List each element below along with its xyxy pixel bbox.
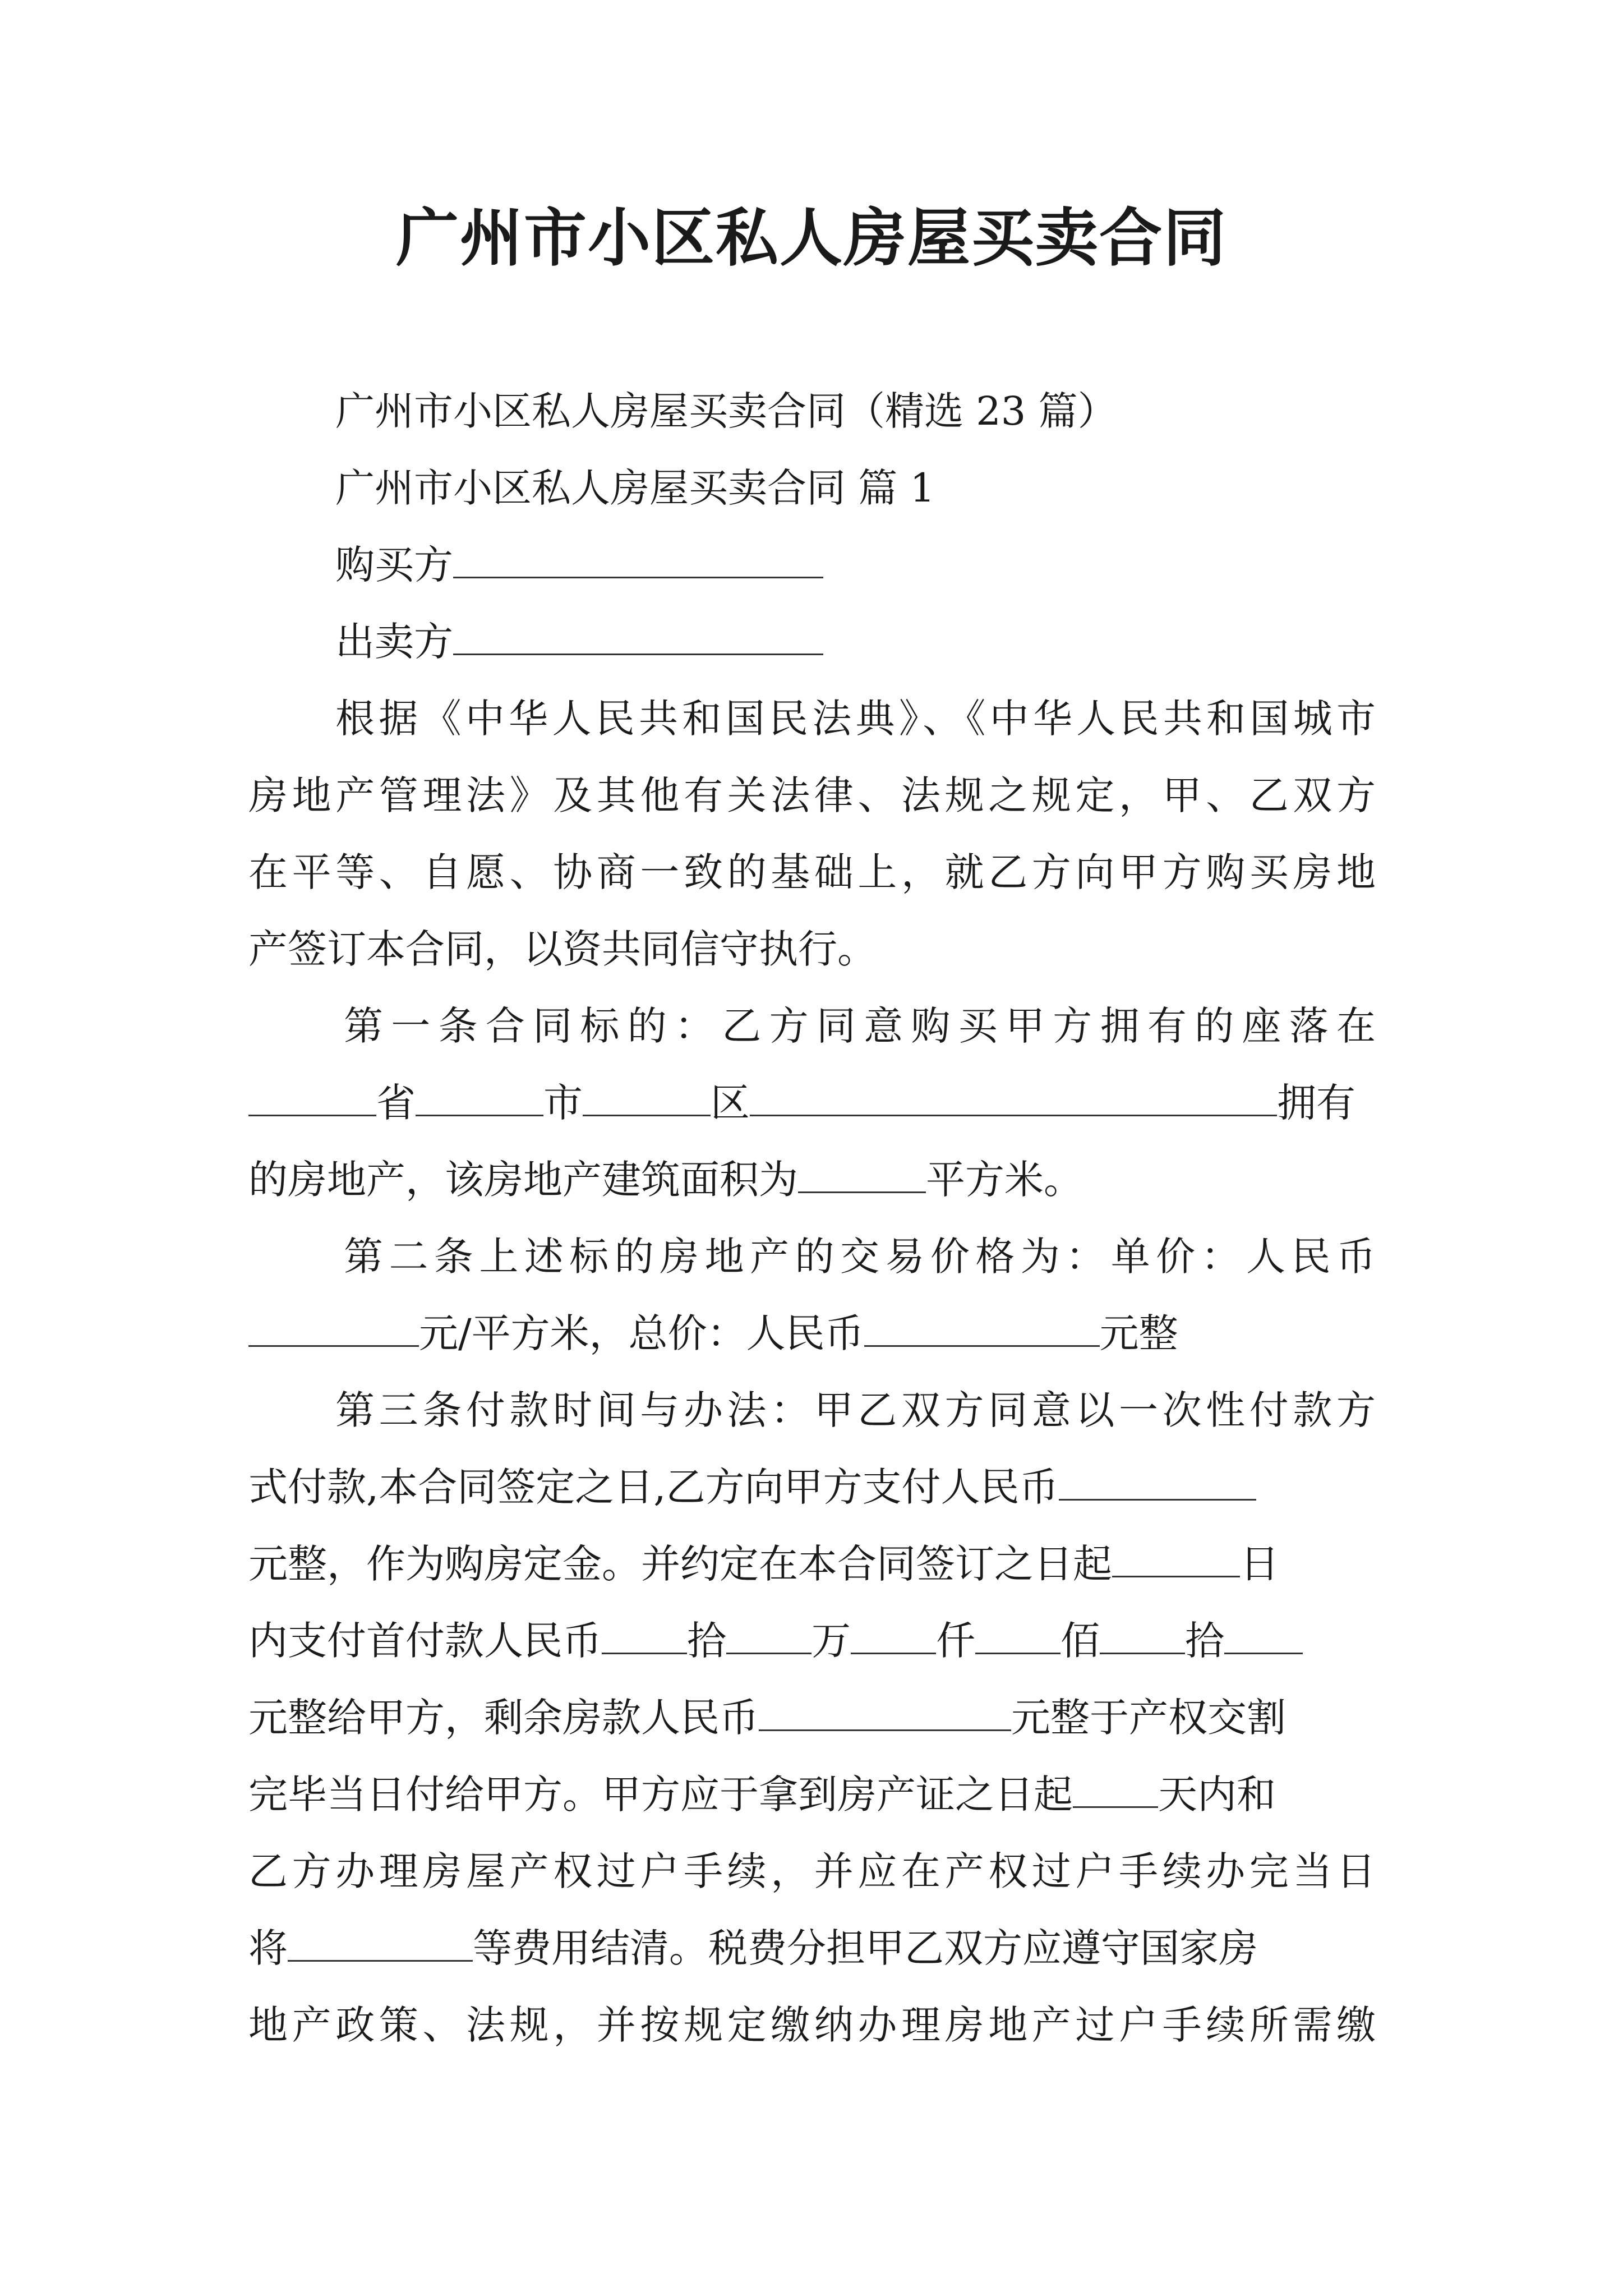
digit-label: 佰 [1061, 1618, 1100, 1664]
seller-blank [453, 619, 823, 655]
remaining-desc: 元整于产权交割 [1011, 1695, 1286, 1741]
preamble-line: 产签订本合同，以资共同信守执行。 [248, 926, 877, 972]
document-body [248, 373, 1376, 2064]
digit-label: 仟 [936, 1618, 975, 1664]
preamble-line: 根据《中华人民共和国民法典》、《中华人民共和国城市 [335, 696, 1376, 742]
area-unit: 平方米。 [926, 1157, 1083, 1203]
total-price-blank [864, 1310, 1100, 1347]
article2-price-line [248, 1295, 1376, 1372]
fees-text: 等费用结清。税费分担甲乙双方应遵守国家房 [473, 1925, 1258, 1971]
address-blank [750, 1080, 1277, 1116]
fees-prefix: 将 [248, 1925, 288, 1971]
article1-area-line [248, 1142, 1376, 1218]
day-unit: 日 [1240, 1541, 1279, 1587]
buyer-blank [453, 542, 823, 578]
amount-blank [1224, 1618, 1303, 1654]
days-blank [1112, 1541, 1240, 1577]
digit-label: 拾 [687, 1618, 726, 1664]
document-title: 广州市小区私人房屋买卖合同 [396, 201, 1227, 275]
buyer-line [248, 527, 1376, 604]
article3-line: 第三条付款时间与办法：甲乙双方同意以一次性付款方 [335, 1387, 1376, 1433]
amount-blank [602, 1618, 687, 1654]
article3-line: 乙方办理房屋产权过户手续，并应在产权过户手续办完当日 [248, 1848, 1376, 1894]
article2-line: 第二条上述标的房地产的交易价格为：单价：人民币 [344, 1234, 1376, 1280]
transfer-text: 完毕当日付给甲方。甲方应于拿到房产证之日起 [248, 1772, 1073, 1818]
unit-price-blank [248, 1310, 419, 1347]
article1-line: 第一条合同标的：乙方同意购买甲方拥有的座落在 [344, 1003, 1376, 1049]
seller-line [248, 604, 1376, 680]
city-blank [416, 1080, 543, 1116]
article3-line [248, 1756, 1376, 1833]
article3-line: 地产政策、法规，并按规定缴纳办理房地产过户手续所需缴 [248, 2002, 1376, 2048]
down-payment-text: 内支付首付款人民币 [248, 1618, 602, 1664]
subtitle: 广州市小区私人房屋买卖合同（精选 23 篇） [335, 388, 1117, 434]
transfer-days-blank [1073, 1772, 1158, 1808]
province-blank [248, 1080, 376, 1116]
amount-blank [851, 1618, 936, 1654]
district-label: 区 [711, 1080, 750, 1126]
total-price-unit: 元整 [1099, 1310, 1178, 1356]
remaining-blank [759, 1695, 1011, 1731]
preamble-line: 房地产管理法》及其他有关法律、法规之规定，甲、乙双方 [248, 772, 1376, 818]
fees-blank [288, 1925, 473, 1962]
article3-line [248, 1449, 1376, 1526]
amount-blank [975, 1618, 1061, 1654]
seller-label: 出卖方 [335, 619, 453, 665]
deposit-blank [1059, 1464, 1256, 1501]
digit-label: 拾 [1185, 1618, 1224, 1664]
digit-label: 万 [811, 1618, 851, 1664]
amount-blank [726, 1618, 811, 1654]
section-heading: 广州市小区私人房屋买卖合同 篇 1 [335, 465, 935, 511]
area-text: 的房地产，该房地产建筑面积为 [248, 1157, 798, 1203]
remaining-text: 元整给甲方，剩余房款人民币 [248, 1695, 759, 1741]
article3-line [248, 1910, 1376, 1987]
buyer-label: 购买方 [335, 542, 453, 588]
deposit-text: 式付款,本合同签定之日,乙方向甲方支付人民币 [248, 1464, 1059, 1510]
deposit-desc: 元整，作为购房定金。并约定在本合同签订之日起 [248, 1541, 1112, 1587]
province-label: 省 [376, 1080, 416, 1126]
city-label: 市 [543, 1080, 583, 1126]
article3-line [248, 1680, 1376, 1756]
amount-blank [1100, 1618, 1185, 1654]
owned-label: 拥有 [1277, 1080, 1355, 1126]
article3-line [248, 1603, 1376, 1680]
district-blank [583, 1080, 711, 1116]
unit-price-text: 元/平方米，总价：人民币 [419, 1310, 864, 1356]
preamble-line: 在平等、自愿、协商一致的基础上，就乙方向甲方购买房地 [248, 849, 1376, 895]
transfer-desc: 天内和 [1158, 1772, 1276, 1818]
article3-line [248, 1526, 1376, 1603]
area-blank [798, 1157, 926, 1193]
article1-location-line [248, 1065, 1376, 1142]
